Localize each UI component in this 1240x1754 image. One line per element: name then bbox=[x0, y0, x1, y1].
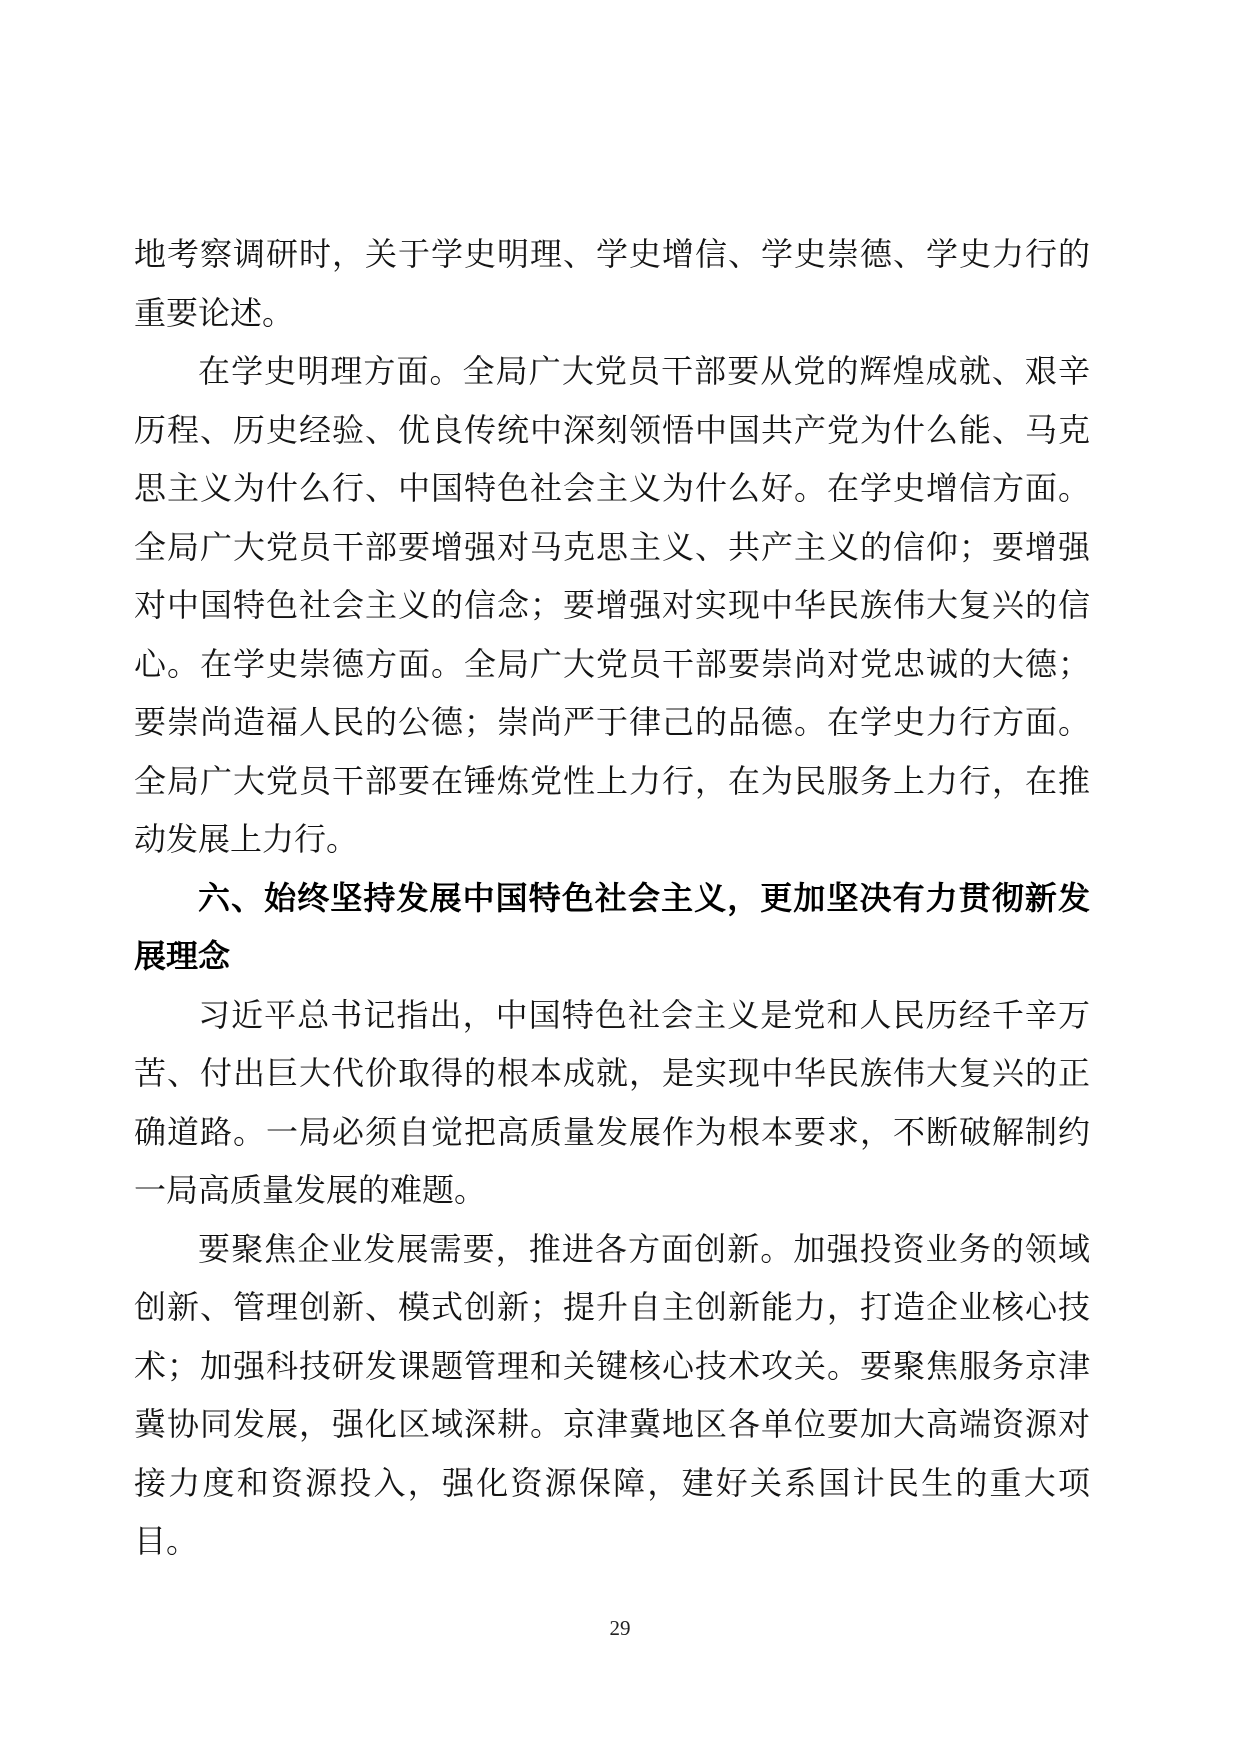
section-heading: 六、始终坚持发展中国特色社会主义，更加坚决有力贯彻新发展理念 bbox=[134, 878, 1090, 975]
paragraph-learning-history: 在学史明理方面。全局广大党员干部要从党的辉煌成就、艰辛历程、历史经验、优良传统中深刻领悟中国共产党为什么能、马克思主义为什么行、中国特色社会主义为什么好。在学史增信方面。全局广大党员干部要增强对马克思主义、共产主义的信仰；要增强对中国特色社会主义的信念；要增强对实现中华民族伟大复兴的信心。在学史崇德方面。全局广大党员干部要崇尚对党忠诚的大德；要崇尚造福人民的公德；崇尚严于律己的品德。在学史力行方面。全局广大党员干部要在锤炼党性上力行，在为民服务上力行，在推动发展上力行。 bbox=[134, 352, 1090, 858]
paragraph-socialism: 习近平总书记指出，中国特色社会主义是党和人民历经千辛万苦、付出巨大代价取得的根本成就，是实现中华民族伟大复兴的正确道路。一局必须自觉把高质量发展作为根本要求，不断破解制约一局高质量发展的难题。 bbox=[134, 995, 1090, 1209]
paragraph-continuation: 地考察调研时，关于学史明理、学史增信、学史崇德、学史力行的重要论述。 bbox=[134, 235, 1090, 332]
page-number: 29 bbox=[609, 1616, 631, 1640]
paragraph-innovation: 要聚焦企业发展需要，推进各方面创新。加强投资业务的领域创新、管理创新、模式创新；提升自主创新能力，打造企业核心技术；加强科技研发课题管理和关键核心技术攻关。要聚焦服务京津冀协同发展，强化区域深耕。京津冀地区各单位要加大高端资源对接力度和资源投入，强化资源保障，建好关系国计民生的重大项目。 bbox=[134, 1229, 1090, 1560]
document-body bbox=[134, 225, 1090, 1571]
